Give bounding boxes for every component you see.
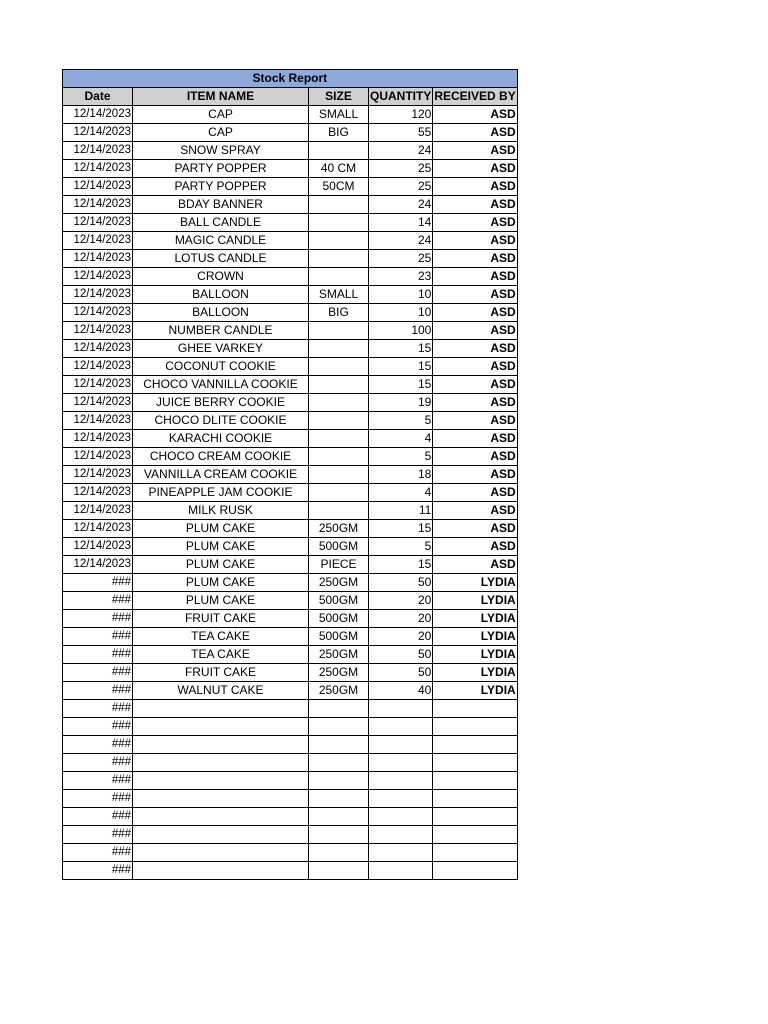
quantity-cell[interactable]: 20 (369, 628, 433, 646)
date-cell[interactable]: 12/14/2023 (63, 286, 133, 304)
table-row (63, 664, 518, 682)
size-cell[interactable] (309, 700, 369, 718)
size-cell[interactable] (309, 808, 369, 826)
quantity-cell[interactable]: 40 (369, 682, 433, 700)
table-row (63, 376, 518, 394)
date-cell[interactable]: 12/14/2023 (63, 268, 133, 286)
quantity-cell[interactable]: 14 (369, 214, 433, 232)
received-by-cell[interactable]: LYDIA (433, 664, 517, 682)
date-cell[interactable]: ### (63, 844, 133, 862)
size-cell[interactable]: 40 CM (309, 160, 369, 178)
item-name-cell[interactable] (133, 826, 309, 844)
quantity-cell[interactable]: 50 (369, 664, 433, 682)
size-cell[interactable] (309, 430, 369, 448)
quantity-cell[interactable]: 10 (369, 286, 433, 304)
date-cell[interactable]: ### (63, 718, 133, 736)
size-cell[interactable] (309, 772, 369, 790)
item-name-cell[interactable]: PLUM CAKE (133, 574, 309, 592)
table-row (63, 592, 518, 610)
size-cell[interactable] (309, 466, 369, 484)
item-name-cell[interactable]: MAGIC CANDLE (133, 232, 309, 250)
quantity-cell[interactable]: 15 (369, 520, 433, 538)
table-row (63, 142, 518, 160)
item-name-cell[interactable]: CAP (133, 124, 309, 142)
header-received-by[interactable]: RECEIVED BY (433, 88, 517, 106)
header-size[interactable]: SIZE (309, 88, 369, 106)
received-by-cell[interactable]: LYDIA (433, 628, 517, 646)
received-by-cell[interactable]: ASD (433, 412, 517, 430)
table-row (63, 790, 518, 808)
item-name-cell[interactable]: BALLOON (133, 286, 309, 304)
table-row (63, 304, 518, 322)
date-cell[interactable]: 12/14/2023 (63, 124, 133, 142)
table-row (63, 754, 518, 772)
received-by-cell[interactable]: ASD (433, 178, 517, 196)
date-cell[interactable]: 12/14/2023 (63, 466, 133, 484)
date-cell[interactable]: ### (63, 682, 133, 700)
item-name-cell[interactable]: JUICE BERRY COOKIE (133, 394, 309, 412)
size-cell[interactable]: 250GM (309, 682, 369, 700)
quantity-cell[interactable]: 24 (369, 142, 433, 160)
size-cell[interactable] (309, 412, 369, 430)
received-by-cell[interactable]: LYDIA (433, 574, 517, 592)
stock-report-sheet (62, 69, 518, 880)
received-by-cell[interactable] (433, 772, 517, 790)
date-cell[interactable]: 12/14/2023 (63, 196, 133, 214)
size-cell[interactable] (309, 718, 369, 736)
table-row (63, 286, 518, 304)
item-name-cell[interactable]: PARTY POPPER (133, 160, 309, 178)
quantity-cell[interactable]: 120 (369, 106, 433, 124)
received-by-cell[interactable]: ASD (433, 160, 517, 178)
received-by-cell[interactable] (433, 862, 517, 880)
size-cell[interactable] (309, 250, 369, 268)
quantity-cell[interactable] (369, 862, 433, 880)
table-row (63, 826, 518, 844)
date-cell[interactable]: 12/14/2023 (63, 340, 133, 358)
quantity-cell[interactable]: 15 (369, 340, 433, 358)
table-row (63, 844, 518, 862)
size-cell[interactable] (309, 322, 369, 340)
header-row (63, 88, 518, 106)
received-by-cell[interactable]: ASD (433, 376, 517, 394)
date-cell[interactable]: 12/14/2023 (63, 178, 133, 196)
quantity-cell[interactable]: 55 (369, 124, 433, 142)
received-by-cell[interactable]: LYDIA (433, 592, 517, 610)
quantity-cell[interactable] (369, 718, 433, 736)
size-cell[interactable]: 250GM (309, 520, 369, 538)
table-row (63, 250, 518, 268)
table-row (63, 484, 518, 502)
received-by-cell[interactable]: ASD (433, 286, 517, 304)
date-cell[interactable]: ### (63, 628, 133, 646)
item-name-cell[interactable]: TEA CAKE (133, 646, 309, 664)
quantity-cell[interactable]: 50 (369, 646, 433, 664)
date-cell[interactable]: 12/14/2023 (63, 160, 133, 178)
quantity-cell[interactable]: 4 (369, 430, 433, 448)
header-date[interactable]: Date (63, 88, 133, 106)
table-row (63, 412, 518, 430)
size-cell[interactable] (309, 736, 369, 754)
received-by-cell[interactable] (433, 826, 517, 844)
size-cell[interactable] (309, 754, 369, 772)
quantity-cell[interactable]: 50 (369, 574, 433, 592)
table-row (63, 430, 518, 448)
table-row (63, 520, 518, 538)
table-row (63, 268, 518, 286)
table-row (63, 718, 518, 736)
received-by-cell[interactable]: ASD (433, 340, 517, 358)
quantity-cell[interactable] (369, 808, 433, 826)
quantity-cell[interactable]: 18 (369, 466, 433, 484)
table-row (63, 574, 518, 592)
size-cell[interactable] (309, 232, 369, 250)
item-name-cell[interactable] (133, 790, 309, 808)
size-cell[interactable]: 250GM (309, 664, 369, 682)
received-by-cell[interactable] (433, 700, 517, 718)
date-cell[interactable]: ### (63, 772, 133, 790)
size-cell[interactable]: 500GM (309, 610, 369, 628)
quantity-cell[interactable]: 24 (369, 196, 433, 214)
received-by-cell[interactable] (433, 844, 517, 862)
date-cell[interactable]: 12/14/2023 (63, 214, 133, 232)
quantity-cell[interactable]: 25 (369, 178, 433, 196)
report-title[interactable]: Stock Report (63, 70, 518, 88)
date-cell[interactable]: ### (63, 736, 133, 754)
date-cell[interactable]: 12/14/2023 (63, 322, 133, 340)
received-by-cell[interactable]: ASD (433, 448, 517, 466)
table-row (63, 196, 518, 214)
item-name-cell[interactable] (133, 808, 309, 826)
quantity-cell[interactable]: 25 (369, 250, 433, 268)
date-cell[interactable]: 12/14/2023 (63, 556, 133, 574)
table-row (63, 502, 518, 520)
quantity-cell[interactable]: 15 (369, 358, 433, 376)
table-row (63, 862, 518, 880)
date-cell[interactable]: 12/14/2023 (63, 430, 133, 448)
date-cell[interactable]: 12/14/2023 (63, 106, 133, 124)
table-row (63, 628, 518, 646)
quantity-cell[interactable]: 11 (369, 502, 433, 520)
received-by-cell[interactable]: ASD (433, 106, 517, 124)
received-by-cell[interactable]: ASD (433, 556, 517, 574)
received-by-cell[interactable]: ASD (433, 268, 517, 286)
size-cell[interactable]: 250GM (309, 574, 369, 592)
item-name-cell[interactable]: FRUIT CAKE (133, 610, 309, 628)
size-cell[interactable] (309, 268, 369, 286)
size-cell[interactable] (309, 862, 369, 880)
item-name-cell[interactable] (133, 862, 309, 880)
date-cell[interactable]: ### (63, 700, 133, 718)
date-cell[interactable]: 12/14/2023 (63, 448, 133, 466)
header-quantity[interactable]: QUANTITY (369, 88, 433, 106)
table-row (63, 232, 518, 250)
received-by-cell[interactable]: ASD (433, 214, 517, 232)
received-by-cell[interactable]: ASD (433, 232, 517, 250)
quantity-cell[interactable]: 5 (369, 412, 433, 430)
quantity-cell[interactable] (369, 700, 433, 718)
table-row (63, 646, 518, 664)
date-cell[interactable]: ### (63, 610, 133, 628)
date-cell[interactable]: 12/14/2023 (63, 358, 133, 376)
item-name-cell[interactable]: CHOCO VANNILLA COOKIE (133, 376, 309, 394)
date-cell[interactable]: 12/14/2023 (63, 520, 133, 538)
date-cell[interactable]: ### (63, 826, 133, 844)
size-cell[interactable]: BIG (309, 304, 369, 322)
item-name-cell[interactable]: BALL CANDLE (133, 214, 309, 232)
received-by-cell[interactable]: ASD (433, 484, 517, 502)
title-row (63, 70, 518, 88)
item-name-cell[interactable]: PLUM CAKE (133, 538, 309, 556)
date-cell[interactable]: 12/14/2023 (63, 502, 133, 520)
received-by-cell[interactable]: ASD (433, 520, 517, 538)
table-row (63, 448, 518, 466)
header-item-name[interactable]: ITEM NAME (133, 88, 309, 106)
quantity-cell[interactable]: 5 (369, 448, 433, 466)
date-cell[interactable]: 12/14/2023 (63, 142, 133, 160)
date-cell[interactable]: ### (63, 790, 133, 808)
size-cell[interactable]: 500GM (309, 592, 369, 610)
date-cell[interactable]: ### (63, 574, 133, 592)
received-by-cell[interactable] (433, 790, 517, 808)
received-by-cell[interactable]: ASD (433, 250, 517, 268)
item-name-cell[interactable]: WALNUT CAKE (133, 682, 309, 700)
date-cell[interactable]: 12/14/2023 (63, 538, 133, 556)
item-name-cell[interactable]: FRUIT CAKE (133, 664, 309, 682)
date-cell[interactable]: ### (63, 808, 133, 826)
item-name-cell[interactable]: CHOCO DLITE COOKIE (133, 412, 309, 430)
date-cell[interactable]: 12/14/2023 (63, 376, 133, 394)
size-cell[interactable] (309, 790, 369, 808)
quantity-cell[interactable]: 15 (369, 556, 433, 574)
size-cell[interactable] (309, 826, 369, 844)
table-row (63, 358, 518, 376)
received-by-cell[interactable]: LYDIA (433, 610, 517, 628)
table-row (63, 466, 518, 484)
size-cell[interactable] (309, 142, 369, 160)
date-cell[interactable]: 12/14/2023 (63, 412, 133, 430)
quantity-cell[interactable] (369, 772, 433, 790)
date-cell[interactable]: ### (63, 754, 133, 772)
quantity-cell[interactable]: 10 (369, 304, 433, 322)
quantity-cell[interactable]: 24 (369, 232, 433, 250)
table-row (63, 808, 518, 826)
quantity-cell[interactable] (369, 826, 433, 844)
item-name-cell[interactable]: TEA CAKE (133, 628, 309, 646)
quantity-cell[interactable]: 23 (369, 268, 433, 286)
item-name-cell[interactable] (133, 772, 309, 790)
size-cell[interactable] (309, 214, 369, 232)
date-cell[interactable]: 12/14/2023 (63, 232, 133, 250)
table-row (63, 214, 518, 232)
table-row (63, 772, 518, 790)
quantity-cell[interactable] (369, 844, 433, 862)
table-row (63, 124, 518, 142)
quantity-cell[interactable]: 20 (369, 592, 433, 610)
item-name-cell[interactable]: GHEE VARKEY (133, 340, 309, 358)
item-name-cell[interactable]: CAP (133, 106, 309, 124)
received-by-cell[interactable] (433, 754, 517, 772)
received-by-cell[interactable]: ASD (433, 394, 517, 412)
received-by-cell[interactable]: ASD (433, 466, 517, 484)
size-cell[interactable]: PIECE (309, 556, 369, 574)
size-cell[interactable]: 500GM (309, 628, 369, 646)
size-cell[interactable]: 250GM (309, 646, 369, 664)
item-name-cell[interactable]: NUMBER CANDLE (133, 322, 309, 340)
size-cell[interactable] (309, 376, 369, 394)
received-by-cell[interactable] (433, 808, 517, 826)
received-by-cell[interactable] (433, 736, 517, 754)
received-by-cell[interactable]: LYDIA (433, 682, 517, 700)
received-by-cell[interactable]: ASD (433, 304, 517, 322)
item-name-cell[interactable]: BDAY BANNER (133, 196, 309, 214)
item-name-cell[interactable] (133, 700, 309, 718)
table-row (63, 340, 518, 358)
item-name-cell[interactable] (133, 844, 309, 862)
item-name-cell[interactable]: PINEAPPLE JAM COOKIE (133, 484, 309, 502)
item-name-cell[interactable]: KARACHI COOKIE (133, 430, 309, 448)
table-row (63, 394, 518, 412)
size-cell[interactable]: 500GM (309, 538, 369, 556)
quantity-cell[interactable] (369, 754, 433, 772)
date-cell[interactable]: 12/14/2023 (63, 484, 133, 502)
size-cell[interactable] (309, 358, 369, 376)
quantity-cell[interactable] (369, 736, 433, 754)
quantity-cell[interactable]: 100 (369, 322, 433, 340)
date-cell[interactable]: 12/14/2023 (63, 394, 133, 412)
size-cell[interactable]: 50CM (309, 178, 369, 196)
item-name-cell[interactable]: PLUM CAKE (133, 520, 309, 538)
size-cell[interactable]: SMALL (309, 286, 369, 304)
table-row (63, 106, 518, 124)
table-row (63, 538, 518, 556)
received-by-cell[interactable] (433, 718, 517, 736)
table-row (63, 556, 518, 574)
quantity-cell[interactable] (369, 790, 433, 808)
date-cell[interactable]: ### (63, 862, 133, 880)
quantity-cell[interactable]: 20 (369, 610, 433, 628)
size-cell[interactable] (309, 394, 369, 412)
item-name-cell[interactable]: LOTUS CANDLE (133, 250, 309, 268)
quantity-cell[interactable]: 19 (369, 394, 433, 412)
table-row (63, 682, 518, 700)
date-cell[interactable]: ### (63, 592, 133, 610)
item-name-cell[interactable] (133, 718, 309, 736)
size-cell[interactable] (309, 340, 369, 358)
received-by-cell[interactable]: ASD (433, 430, 517, 448)
item-name-cell[interactable]: COCONUT COOKIE (133, 358, 309, 376)
quantity-cell[interactable]: 5 (369, 538, 433, 556)
size-cell[interactable] (309, 484, 369, 502)
received-by-cell[interactable]: ASD (433, 124, 517, 142)
item-name-cell[interactable]: PLUM CAKE (133, 556, 309, 574)
date-cell[interactable]: ### (63, 664, 133, 682)
item-name-cell[interactable] (133, 754, 309, 772)
received-by-cell[interactable]: ASD (433, 538, 517, 556)
size-cell[interactable] (309, 844, 369, 862)
item-name-cell[interactable]: SNOW SPRAY (133, 142, 309, 160)
item-name-cell[interactable]: PARTY POPPER (133, 178, 309, 196)
size-cell[interactable] (309, 448, 369, 466)
item-name-cell[interactable]: CHOCO CREAM COOKIE (133, 448, 309, 466)
size-cell[interactable]: SMALL (309, 106, 369, 124)
received-by-cell[interactable]: ASD (433, 502, 517, 520)
table-row (63, 736, 518, 754)
table-row (63, 610, 518, 628)
date-cell[interactable]: 12/14/2023 (63, 304, 133, 322)
table-row (63, 160, 518, 178)
received-by-cell[interactable]: LYDIA (433, 646, 517, 664)
received-by-cell[interactable]: ASD (433, 358, 517, 376)
item-name-cell[interactable]: VANNILLA CREAM COOKIE (133, 466, 309, 484)
size-cell[interactable] (309, 502, 369, 520)
quantity-cell[interactable]: 25 (369, 160, 433, 178)
quantity-cell[interactable]: 15 (369, 376, 433, 394)
stock-report-table (62, 69, 518, 880)
item-name-cell[interactable]: BALLOON (133, 304, 309, 322)
table-row (63, 700, 518, 718)
item-name-cell[interactable] (133, 736, 309, 754)
size-cell[interactable] (309, 196, 369, 214)
item-name-cell[interactable]: MILK RUSK (133, 502, 309, 520)
item-name-cell[interactable]: PLUM CAKE (133, 592, 309, 610)
received-by-cell[interactable]: ASD (433, 142, 517, 160)
date-cell[interactable]: 12/14/2023 (63, 250, 133, 268)
received-by-cell[interactable]: ASD (433, 322, 517, 340)
table-row (63, 178, 518, 196)
quantity-cell[interactable]: 4 (369, 484, 433, 502)
item-name-cell[interactable]: CROWN (133, 268, 309, 286)
size-cell[interactable]: BIG (309, 124, 369, 142)
table-row (63, 322, 518, 340)
date-cell[interactable]: ### (63, 646, 133, 664)
received-by-cell[interactable]: ASD (433, 196, 517, 214)
